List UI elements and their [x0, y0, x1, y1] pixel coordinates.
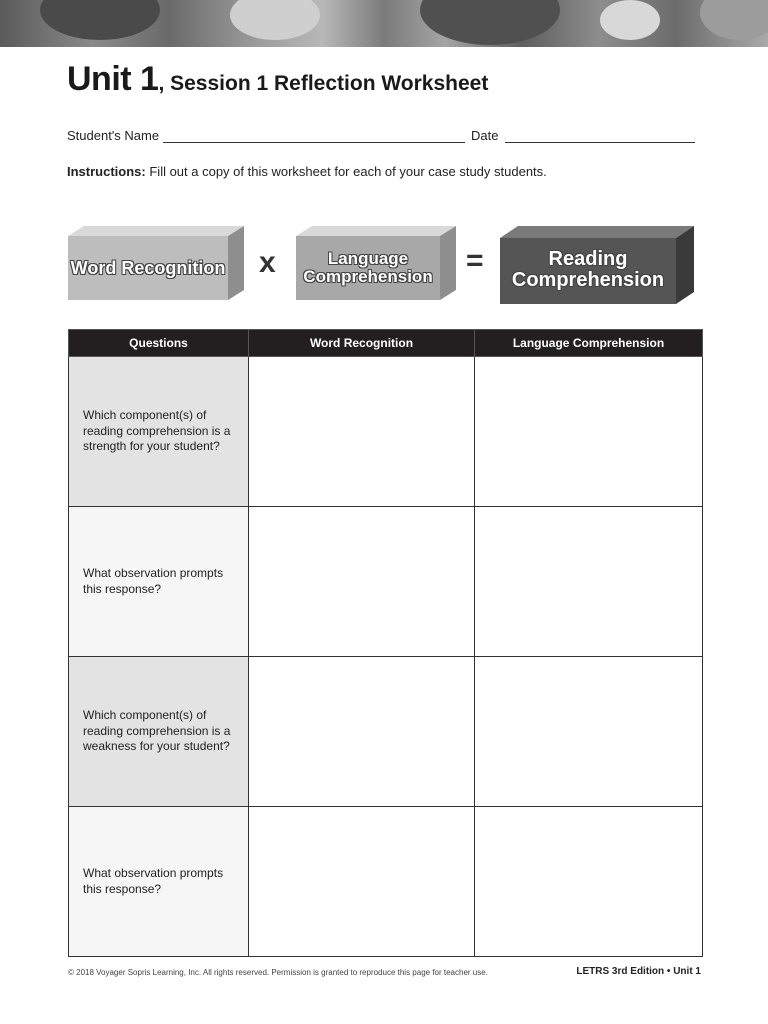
- header-word-recognition: Word Recognition: [249, 330, 475, 357]
- word-recognition-answer-cell[interactable]: [249, 807, 475, 957]
- header-questions: Questions: [69, 330, 249, 357]
- question-cell: Which component(s) of reading comprehension is a strength for your student?: [69, 357, 249, 507]
- table-row: [69, 507, 703, 657]
- title-rest: , Session 1 Reflection Worksheet: [158, 72, 489, 95]
- word-recognition-answer-cell[interactable]: [249, 357, 475, 507]
- table-header-row: [69, 330, 703, 357]
- multiply-sign: x: [259, 246, 276, 279]
- instructions-text: Fill out a copy of this worksheet for each of your case study students.: [149, 164, 547, 179]
- table-row: [69, 807, 703, 957]
- edition-label: LETRS 3rd Edition • Unit 1: [576, 966, 701, 977]
- question-cell: Which component(s) of reading comprehension is a weakness for your student?: [69, 657, 249, 807]
- language-comprehension-box: Language Comprehension: [303, 249, 433, 286]
- table-row: [69, 357, 703, 507]
- question-cell: What observation prompts this response?: [69, 507, 249, 657]
- date-label: Date: [471, 128, 499, 143]
- word-recognition-answer-cell[interactable]: [249, 507, 475, 657]
- reflection-table: [68, 329, 703, 957]
- language-comprehension-answer-cell[interactable]: [475, 807, 703, 957]
- instructions-label: Instructions:: [67, 164, 146, 179]
- student-name-label: Student's Name: [67, 128, 160, 143]
- language-comprehension-answer-cell[interactable]: [475, 657, 703, 807]
- language-comprehension-answer-cell[interactable]: [475, 357, 703, 507]
- table-row: [69, 657, 703, 807]
- title-main: Unit 1: [67, 60, 159, 98]
- question-cell: What observation prompts this response?: [69, 807, 249, 957]
- word-recognition-box: Word Recognition: [70, 257, 226, 278]
- language-comprehension-answer-cell[interactable]: [475, 507, 703, 657]
- reading-comprehension-box: Reading Comprehension: [511, 248, 665, 291]
- header-language-comprehension: Language Comprehension: [475, 330, 703, 357]
- equals-sign: =: [466, 244, 484, 277]
- copyright-notice: © 2018 Voyager Sopris Learning, Inc. All rights reserved. Permission is granted to reproduce this page for teacher use.: [68, 968, 488, 977]
- word-recognition-answer-cell[interactable]: [249, 657, 475, 807]
